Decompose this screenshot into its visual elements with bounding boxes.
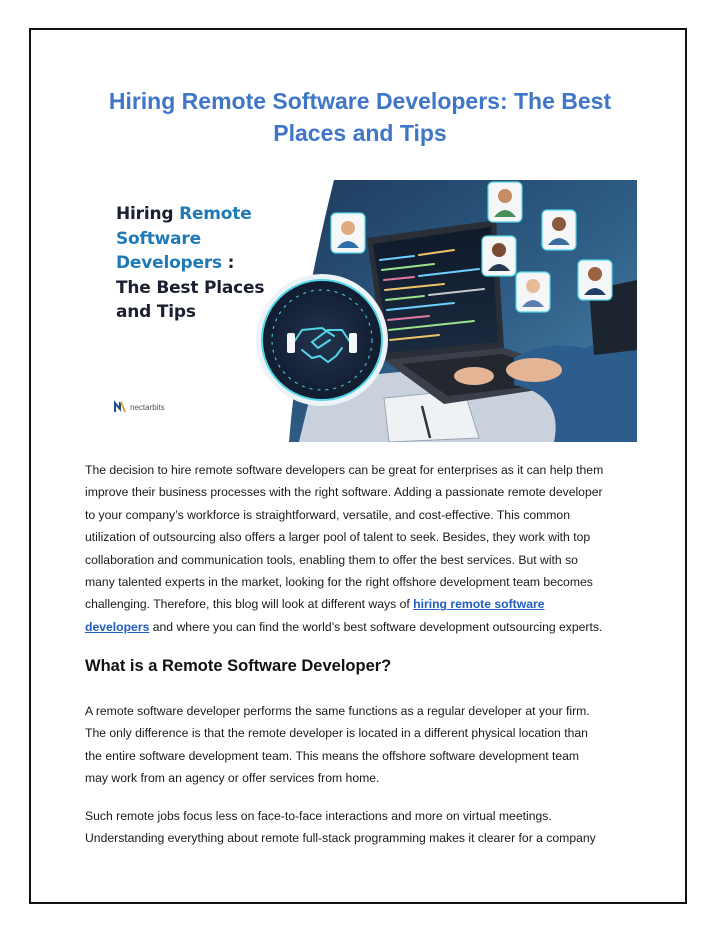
paragraph-line: may work from an agency or offer services from home. xyxy=(85,771,380,786)
hero-line-3 xyxy=(116,251,296,276)
intro-line: collaboration and communication tools, enabling them to offer the best services. But with so xyxy=(85,552,578,567)
intro-paragraph xyxy=(85,459,640,638)
hero-banner xyxy=(84,180,637,442)
nectarbits-logo-icon xyxy=(113,400,127,414)
avatar-card-4 xyxy=(482,236,516,276)
page-title xyxy=(60,85,660,149)
avatar-card-2 xyxy=(488,182,522,222)
hiring-remote-developers-link[interactable]: hiring remote software xyxy=(413,597,545,612)
paragraph-line: the entire software development team. This means the offshore software development team xyxy=(85,748,580,763)
title-line-2: Places and Tips xyxy=(273,120,447,146)
hero-line-1 xyxy=(116,202,296,227)
hero-line-1-b: Remote xyxy=(179,204,252,224)
hero-line-3-a: Developers xyxy=(116,253,222,273)
section-paragraph-1 xyxy=(85,700,640,790)
paragraph-line: The only difference is that the remote developer is located in a different physical location than xyxy=(85,726,588,741)
hiring-remote-developers-link-cont[interactable]: developers xyxy=(85,619,150,634)
section-paragraph-2 xyxy=(85,805,640,850)
paragraph-line: Such remote jobs focus less on face-to-face interactions and more on virtual meetings. xyxy=(85,809,552,823)
paragraph-line: Understanding everything about remote full-stack programming makes it clearer for a company xyxy=(85,831,596,846)
intro-line-text: and where you can find the world’s best software development outsourcing experts. xyxy=(149,619,603,634)
brand-name: nectarbits xyxy=(130,402,165,412)
title-line-1: Hiring Remote Software Developers: The Best xyxy=(108,88,612,114)
hand xyxy=(506,358,562,382)
avatar-card-3 xyxy=(542,210,576,250)
avatar-card-1 xyxy=(331,213,365,253)
avatar-card-6 xyxy=(578,260,612,300)
hand-left xyxy=(454,367,494,385)
paragraph-line: A remote software developer performs the same functions as a regular developer at your firm. xyxy=(85,704,590,718)
hero-heading xyxy=(116,202,296,325)
hero-line-1-a: Hiring xyxy=(116,204,180,224)
intro-line: The decision to hire remote software developers can be great for enterprises as it can help them xyxy=(85,463,604,477)
intro-line: improve their business processes with the right software. Adding a passionate remote developer xyxy=(85,485,603,500)
intro-line-text: challenging. Therefore, this blog will look at different ways of xyxy=(85,597,414,612)
section-heading: What is a Remote Software Developer? xyxy=(85,657,392,675)
hero-line-5: and Tips xyxy=(116,302,196,322)
intro-line: many talented experts in the market, looking for the right offshore development team becomes xyxy=(85,575,593,590)
intro-line: to your company’s workforce is straightforward, versatile, and cost-effective. This common xyxy=(85,507,570,522)
hero-line-2: Software xyxy=(116,228,201,249)
intro-line xyxy=(85,616,640,638)
intro-line: utilization of outsourcing also offers a larger pool of talent to seek. Besides, they work with top xyxy=(85,530,591,545)
intro-line xyxy=(85,593,640,615)
avatar-card-5 xyxy=(516,272,550,312)
brand-logo xyxy=(113,400,165,414)
hero-line-3-b: : xyxy=(221,253,235,273)
hero-line-4: The Best Places xyxy=(116,277,265,298)
